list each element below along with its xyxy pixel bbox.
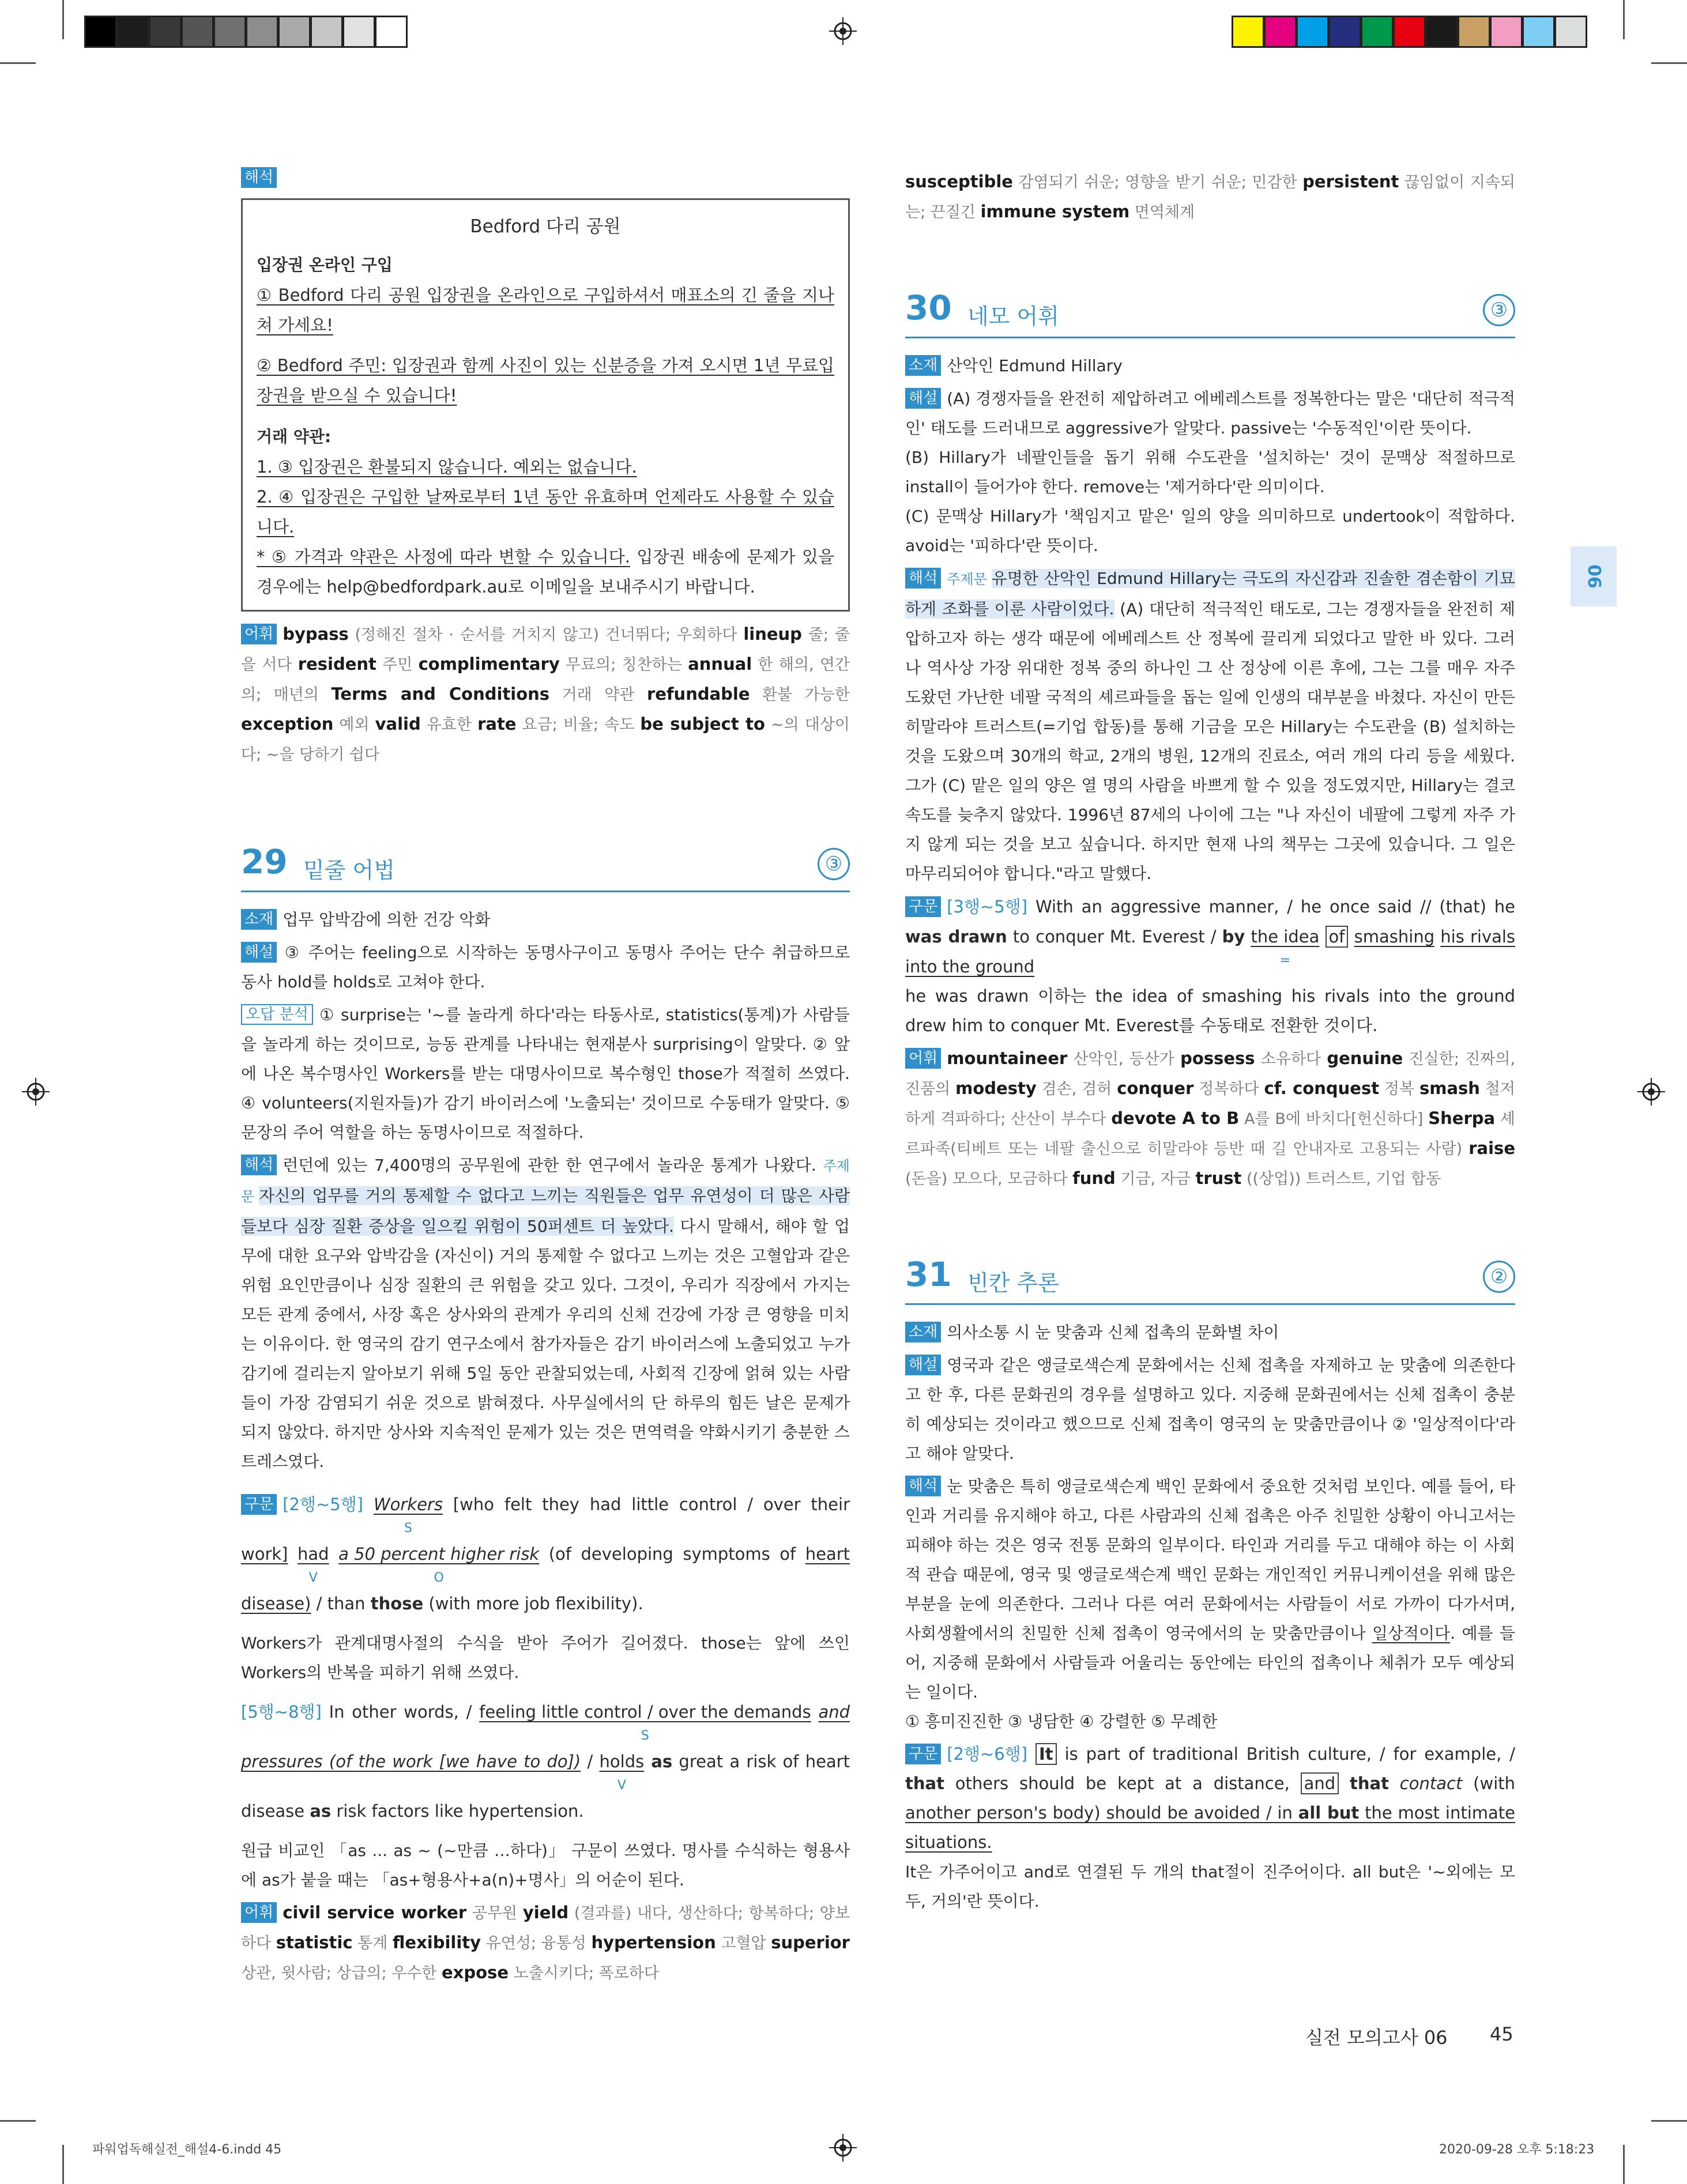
tag-haeseol: 해설 [905,388,941,409]
haeseol-paragraph [905,1351,1515,1468]
verb-label: V [617,1778,626,1793]
color-swatch [246,16,278,48]
vocab-block [241,1898,850,1988]
footer-series: 실전 모의고사 06 [1305,2027,1448,2049]
vocab-word: trust [1195,1168,1242,1188]
terms-line [257,452,834,482]
vocab-word: Sherpa [1428,1108,1496,1128]
tag-eohwi: 어휘 [241,1902,277,1923]
haeseol-text: ③ 주어는 feeling으로 시작하는 동명사구이고 동명사 주어는 단수 취급하므로 동사 hold를 holds로 고쳐야 한다. [241,943,850,991]
boxed-word: It [1035,1743,1057,1765]
tag-haeseol: 해설 [241,942,277,963]
gumun-note: It은 가주어이고 and로 연결된 두 개의 that절이 진주어이다. all but은 '~외에는 모두, 거의'란 뜻이다. [905,1862,1515,1911]
phrase-underlined: heart disease) [241,1544,850,1613]
line-reference: [2행~5행] [283,1495,364,1514]
color-swatch [213,16,246,48]
vocab-meaning: 예외 [333,716,375,734]
answer-underline: 일상적이다 [1372,1624,1451,1643]
vocab-meaning: 진실한; 진짜의, 진품의 [905,1050,1515,1098]
haeseol-text: (C) 문맥상 Hillary가 '책임지고 맡은' 일의 양을 의미하므로 undertook이 적합하다. avoid는 '피하다'란 뜻이다. [905,507,1515,555]
vocab-meaning: 주민 [376,656,419,674]
vocab-block [905,167,1515,227]
tag-gumun: 구문 [241,1494,277,1515]
vocab-meaning: 정복 [1379,1080,1419,1098]
sojae-line [241,905,850,934]
vocab-word: flexibility [392,1933,481,1952]
vocab-meaning: 겸손, 겸허 [1036,1080,1117,1098]
vocab-word: mountaineer [947,1048,1068,1068]
vocab-meaning: 끊임없이 지속되는; 끈질긴 [905,173,1515,221]
verb-label: V [308,1571,318,1585]
question-number: 30 [905,288,952,327]
phrase: he [1494,897,1515,916]
vocab-word: exception [241,714,334,734]
topic-sentence-label: 주제문 [241,1158,850,1205]
vocab-meaning: ((상업)) 트러스트, 기업 합동 [1241,1170,1441,1188]
odap-text: ① surprise는 '~를 놀라게 하다'라는 타동사로, statistics(통계)가 사람들을 놀라게 하는 것이므로, 능동 관계를 나타내는 현재분사 surprising이 알맞다. ② 앞에 나온 복수명사인 Workers를 받는 대명사이므로 복수형인 those가 적절히 쓰였다. ④ volunteers(지원자들)가 감기 바이러스에 '노출되는' 것이므로 수동태가 알맞다. ⑤ 문장의 주어 역할을 하는 동명사이므로 적절하다. [241,1005,850,1142]
object-phrase: a 50 percent higher risk [338,1544,540,1564]
answer-badge: ③ [818,848,850,880]
translation-paragraph [905,564,1515,888]
tag-haeseok: 해석 [241,1155,277,1175]
vocab-word: smash [1419,1078,1480,1098]
vocab-meaning: 기금, 자금 [1115,1170,1196,1188]
phrase: the most [1359,1803,1440,1823]
crop-mark [0,62,36,64]
phrase: (with [1462,1774,1516,1793]
space [1319,927,1325,946]
registration-mark-icon [829,2134,857,2162]
topic-sentence-highlight: 유명한 산악인 Edmund Hillary는 극도의 자신감과 진솔한 겸손함이 기묘하게 조화를 이룬 사람이었다. [905,569,1515,618]
relative-clause-end: work] [241,1544,288,1564]
question-title: 빈칸 추론 [967,1270,1059,1296]
vocab-meaning: 상관, 윗사람; 상급의; 우수한 [241,1964,442,1982]
haeseol-text: (A) 경쟁자들을 완전히 제압하려고 에베레스트를 정복한다는 말은 '대단히 적극적인' 태도를 드러내므로 aggressive가 알맞다. passive는 '수동적인'이란 뜻이다. [905,389,1515,437]
sojae-line [905,351,1515,380]
color-swatch [375,16,408,48]
boxed-word: and [1301,1772,1339,1794]
tag-gumun: 구문 [905,896,941,917]
vocab-meaning: 한 해의, 연간의; 매년의 [241,656,850,704]
bold-word: as [310,1801,332,1821]
color-swatch [342,16,375,48]
phrase: With an aggressive manner, / he once said // (that) [1027,897,1486,916]
space [1245,927,1251,946]
odap-paragraph [241,1000,850,1147]
question-number: 31 [905,1255,952,1294]
appositive-mark [1251,922,1320,968]
color-swatch [1361,16,1394,48]
color-swatch [84,16,117,48]
line-reference: [5행~8행] [241,1702,322,1722]
haeseol-paragraph [905,384,1515,443]
color-swatch [1425,16,1458,48]
vocab-word: superior [771,1933,850,1952]
underlined-sentence: ① Bedford 다리 공원 입장권을 온라인으로 구입하셔서 매표소의 긴 줄을 지나쳐 가세요! [257,285,834,335]
object-mark [338,1529,540,1585]
vocab-meaning: 감염되기 쉬운; 영향을 받기 쉬운; 민감한 [1012,173,1303,191]
subject-label: S [641,1729,649,1743]
right-column [905,167,1515,1916]
notice-section-heading: 거래 약관: [257,427,332,446]
left-column [241,167,850,1988]
phrase: intimate situations. [905,1803,1515,1852]
color-swatch [1522,16,1555,48]
subject-word: Workers [373,1495,443,1514]
color-swatch [1328,16,1361,48]
vocab-word: expose [442,1963,509,1982]
tag-sojae: 소재 [905,1322,941,1342]
haeseol-text: (B) Hillary가 네팔인들을 돕기 위해 수도관을 '설치하는' 것이 문맥상 적절하므로 install이 들어가야 한다. remove는 '제거하다'란 의미이다. [905,448,1515,496]
crop-mark [1651,2120,1687,2122]
vocab-word: valid [375,714,421,734]
crop-mark [1623,2145,1625,2184]
vocab-word: bypass [283,624,349,644]
wrong-options: ① 흥미진진한 ③ 냉담한 ④ 강렬한 ⑤ 무례한 [905,1712,1218,1731]
vocab-word: yield [522,1903,569,1922]
space [1339,1774,1350,1793]
question-header-29 [241,839,850,892]
relative-clause: [who felt they had little control / over their [442,1495,850,1514]
phrase: risk factors like hypertension. [331,1801,584,1821]
question-title: 밑줄 어법 [303,858,395,883]
vocab-meaning: 정복하다 [1193,1080,1264,1098]
haeseol-text: 영국과 같은 앵글로색슨계 문화에서는 신체 접촉을 자제하고 눈 맞춤에 의존한다고 한 후, 다른 문화권의 경우를 설명하고 있다. 지중해 문화권에서는 신체 접촉이 충분히 예상되는 것이라고 했으므로 신체 접촉이 영국의 눈 맞춤만큼이나 ② '일상적이다'라고 해야 알맞다. [905,1356,1515,1463]
bold-phrase: was drawn [905,927,1007,946]
phrase: great a risk [672,1752,777,1771]
phrase: of heart disease [241,1752,850,1821]
vocab-block [241,620,850,770]
vocab-meaning: 유연성; 융통성 [481,1934,592,1952]
translation-text: 눈 맞춤은 특히 앵글로색슨계 백인 문화에서 중요한 것처럼 보인다. 예를 들어, 타인과 거리를 유지해야 하고, 다른 사람과의 신체 접촉은 아주 친밀한 상황이 아니고서는 피해야 하는 것은 영국 전통 문화의 일부이다. 타인과 거리를 두고 대해야 하는 이 사회적 관습 때문에, 영국 및 앵글로색슨계 백인 문화는 개인적인 커뮤니케이션을 위해 많은 부분을 눈에 의존한다. 그러나 다른 여러 문화에서는 사람들이 서로 가까이 다가서며, 사회생활에서의 친밀한 신체 접촉이 영국에서의 눈 맞춤만큼이나 [905,1477,1515,1643]
line-reference: [2행~6행] [947,1744,1028,1764]
translation-paragraph [905,1472,1515,1707]
registration-mark-icon [1637,1078,1665,1106]
vocab-meaning: 무료의; 칭찬하는 [559,656,688,674]
sojae-text: 산악인 Edmund Hillary [947,356,1123,375]
italic-word: contact [1388,1774,1463,1793]
color-swatch [181,16,214,48]
notice-box [241,198,850,612]
vocab-word: hypertension [591,1933,716,1952]
phrase: others should be kept at a distance, [944,1774,1301,1793]
phrase: / than [311,1594,371,1613]
vocab-word: rate [477,714,517,734]
sojae-text: 업무 압박감에 의한 건강 악화 [283,910,491,929]
underlined-sentence: * ⑤ 가격과 약관은 사정에 따라 변할 수 있습니다. [257,547,630,567]
vocab-meaning: (돈을) 모으다, 모금하다 [905,1170,1073,1188]
color-swatch [1554,16,1587,48]
crop-mark [1623,0,1625,39]
vocab-word: immune system [980,202,1130,221]
subject-phrase: feeling little control / over the demands [479,1702,811,1722]
terms-note: 입장권 배송에 문제가 있을 경우에는 help@bedfordpark.au로 이메일을 보내주시기 바랍니다. [257,547,834,597]
vocab-word: civil service worker [283,1903,467,1922]
tag-haeseok: 해석 [905,568,941,589]
phrase: is part of traditional British culture, / for example, [1064,1744,1502,1764]
phrase: to conquer Mt. Everest / [1007,927,1222,946]
vocab-meaning: 환불 가능한 [750,686,850,704]
subject-label: S [404,1521,412,1536]
slug-file: 파워업독해실전_해설4-6.indd 45 [92,2142,282,2157]
topic-sentence-highlight: 자신의 업무를 거의 통제할 수 없다고 느끼는 직원들은 업무 유연성이 더 많은 사람들보다 심장 질환 증상을 일으킬 위험이 50퍼센트 더 높았다. [241,1186,850,1236]
bold-word: as [644,1752,673,1771]
color-swatch [149,16,182,48]
vocab-meaning: 통계 [352,1934,393,1952]
boxed-word: of [1326,926,1349,948]
haeseol-paragraph [241,938,850,997]
vocab-meaning: 산악인, 등산가 [1067,1050,1181,1068]
vocab-word: conquer [1117,1078,1194,1098]
phrase: (with more job flexibility). [423,1594,643,1613]
vocab-word: susceptible [905,172,1013,191]
crop-mark [62,0,64,39]
tag-haeseok: 해석 [241,167,277,188]
vocab-block [905,1044,1515,1194]
vocab-word: cf. conquest [1264,1078,1380,1098]
underlined-phrase: his rivals into the ground [905,927,1516,976]
vocab-word: devote A to B [1111,1108,1240,1128]
vocab-word: resident [298,654,376,674]
vocab-word: annual [688,654,752,674]
vocab-meaning: (정해진 절차 · 순서를 거치지 않고) 건너뛰다; 우회하다 [348,626,744,644]
tag-haeseok: 해석 [905,1476,941,1496]
vocab-meaning: 거래 약관 [549,686,647,704]
vocab-meaning: (결과를) 내다, 생산하다; 항복하다; 양보하다 [241,1904,850,1952]
translation-text: (A) 대단히 적극적인 태도로, 그는 경쟁자들을 완전히 제압하고자 하는 생각 때문에 에베레스트 산 정복에 끌리게 되었다고 말한 바 있다. 그러나 역사상 가장 위대한 정복 중의 하나인 그 산 정상에 이른 후에, 그는 그를 매우 자주 도왔던 가난한 네팔 국적의 셰르파들을 돕는 일에 인생의 대부분을 바쳤다. 자신이 만든 히말라야 트러스트(=기업 합동)를 통해 기금을 모은 Hillary는 수도관을 (B) 설치하는 것을 도왔으며 30개의 학교, 2개의 병원, 12개의 진료소, 여러 개의 다리 등을 세웠다. 그가 (C) 맡은 일의 양은 열 명의 사람을 바쁘게 할 수 있을 정도였지만, Hillary는 결코 속도를 늦추지 않았다. 1996년 87세의 나이에 그는 "나 자신이 네팔에 그렇게 자주 가지 않게 되는 것을 보고 싶습니다. 하지만 현재 나의 책무는 그곳에 있습니다. 그 일은 마무리되어야 합니다."라고 말했다. [905,599,1515,883]
color-swatch [1490,16,1523,48]
verb-mark [298,1529,329,1585]
vocab-meaning: 요금; 비율; 속도 [516,716,641,734]
vocab-word: genuine [1327,1048,1403,1068]
color-swatch [116,16,149,48]
sojae-line [905,1318,1515,1347]
notice-line [257,350,834,410]
crop-mark [1651,62,1687,64]
vocab-meaning: 줄; 줄을 서다 [241,626,850,674]
vocab-meaning: ~의 대상이다; ~을 당하기 쉽다 [241,716,850,764]
subject-mark [479,1687,811,1743]
tag-sojae: 소재 [241,909,277,930]
vocab-meaning: 노출시키다; 폭로하다 [509,1964,660,1982]
vocab-word: raise [1468,1138,1515,1158]
phrase: In other words, / [321,1702,480,1722]
vocab-word: statistic [276,1933,353,1952]
underlined-word: smashing [1354,927,1435,946]
gumun-note: 원급 비교인 「as ... as ~ (~만큼 …하다)」 구문이 쓰였다. 명사를 수식하는 형용사에 as가 붙을 때는 「as+형용사+a(n)+명사」의 어순이 된다. [241,1841,850,1889]
tag-eohwi: 어휘 [905,1048,941,1069]
gumun-sentence [905,892,1515,982]
phrase: / [1509,1744,1516,1764]
crop-mark [62,2145,64,2184]
tag-odap: 오답 분석 [241,1004,313,1025]
bold-word: those [370,1594,424,1613]
underlined-sentence: 2. ④ 입장권은 구입한 날짜로부터 1년 동안 유효하며 언제라도 사용할 수 있습니다. [257,487,834,537]
vocab-meaning: 셰르파족(티베트 또는 네팔 출신으로 히말라야 등반 때 길 안내자로 고용되는 사람) [905,1110,1515,1158]
registration-mark-icon [829,17,857,45]
notice-line [257,280,834,340]
gumun-sentence [241,1687,850,1836]
gumun-note: Workers가 관계대명사절의 수식을 받아 주어가 길어졌다. those는 앞에 쓰인 Workers의 반복을 피하기 위해 쓰였다. [241,1634,850,1682]
tag-sojae: 소재 [905,355,941,376]
bold-phrase: all but [1298,1803,1360,1823]
underlined-phrase [905,1803,1515,1852]
question-header-30 [905,285,1515,338]
vocab-meaning: 면역체계 [1129,203,1195,221]
color-swatch [1296,16,1329,48]
resident-label: ② Bedford 주민: [257,356,387,375]
color-swatch [310,16,343,48]
underlined-phrase: the idea [1251,927,1320,946]
resident-text: 입장권과 함께 사진이 있는 신분증을 가져 오시면 1년 무료입장권을 받으실 수 있습니다! [257,356,834,405]
vocab-word: modesty [955,1078,1037,1098]
verb-mark [599,1737,645,1793]
answer-badge: ② [1483,1261,1515,1293]
vocab-word: lineup [743,624,802,644]
line-reference: [3행~5행] [947,897,1028,916]
equals-label: = [1279,953,1291,968]
object-label: O [434,1571,444,1585]
side-tab-label: 06 [1584,564,1604,589]
vocab-word: fund [1072,1168,1116,1188]
space [1348,927,1354,946]
bold-word: that [1350,1774,1389,1793]
bold-word: by [1222,927,1245,946]
tag-eohwi: 어휘 [241,624,277,644]
phrase: another person's body) should be avoided / in [905,1803,1298,1823]
translation-text: 다시 말해서, 해야 할 업무에 대한 요구와 압박감을 (자신이) 거의 통제할 수 없다고 느끼는 것은 고혈압과 같은 위험 요인만큼이나 심장 질환의 큰 위험을 갖고 있다. 그것이, 우리가 직장에서 가지는 모든 관계 중에서, 사장 혹은 상사와의 관계가 우리의 신체 건강에 가장 큰 영향을 미치는 이유이다. 한 영국의 감기 연구소에서 참가자들은 감기 바이러스에 노출되었고 누가 감기에 걸리는지 알아보기 위해 5일 동안 관찰되었는데, 사회적 긴장에 얽혀 있는 사람들이 가장 감염되기 쉬운 것으로 밝혀졌다. 사무실에서의 단 하루의 힘든 날은 문제가 되지 않았다. 하지만 상사와 지속적인 문제가 있는 것은 면역력을 약화시키기 충분한 스트레스였다. [241,1217,850,1471]
terms-line [257,542,834,602]
verb-word: had [298,1544,329,1564]
sojae-text: 의사소통 시 눈 맞춤과 신체 접촉의 문화별 차이 [947,1323,1279,1342]
vocab-word: persistent [1302,172,1399,191]
translation-text: . 예를 들어, 지중해 문화에서 사람들과 어울리는 동안에는 타인의 접촉이나 체취가 모두 예상되는 일이다. [905,1624,1515,1702]
color-swatch [1264,16,1297,48]
subject-phrase-cont: and pressures (of the work [we have to do]) [241,1702,850,1771]
vocab-word: be subject to [640,714,765,734]
subject-mark [373,1480,443,1536]
vocab-word: Terms and Conditions [331,684,550,704]
underlined-sentence [257,356,834,405]
tag-haeseol: 해설 [905,1355,941,1375]
topic-sentence-label: 주제문 [947,571,987,587]
gumun-sentence [905,1740,1515,1857]
page-number: 45 [1490,2023,1513,2045]
vocab-meaning: 고혈압 [716,1934,771,1952]
verb-word: holds [599,1752,645,1771]
answer-badge: ③ [1483,294,1515,326]
vocab-meaning: 유효한 [420,716,478,734]
vocab-word: complimentary [418,654,560,674]
phrase: (of developing symptoms of [539,1544,796,1564]
vocab-meaning: 철저하게 격파하다; 산산이 부수다 [905,1080,1515,1128]
bold-word: that [905,1774,944,1793]
slug-date: 2020-09-28 오후 5:18:23 [1439,2142,1595,2157]
notice-title: Bedford 다리 공원 [470,216,621,237]
vocab-meaning: 공무원 [466,1904,523,1922]
color-swatch [278,16,311,48]
underlined-sentence: 1. ③ 입장권은 환불되지 않습니다. 예외는 없습니다. [257,457,637,477]
registration-mark-icon [22,1078,50,1106]
space [1057,1744,1065,1764]
translation-paragraph [241,1151,850,1476]
notice-section-heading: 입장권 온라인 구입 [257,255,393,274]
color-swatch [1393,16,1426,48]
vocab-meaning: A를 B에 바치다[헌신하다] [1239,1110,1429,1128]
color-swatch [1458,16,1490,48]
crop-mark [0,2120,36,2122]
question-number: 29 [241,842,288,881]
question-title: 네모 어휘 [967,304,1059,329]
gumun-note: he was drawn 이하는 the idea of smashing his rivals into the ground drew him to conquer Mt. Everest를 수동태로 전환한 것이다. [905,986,1515,1035]
gumun-sentence [241,1480,850,1628]
terms-line [257,482,834,542]
translation-text: 런던에 있는 7,400명의 공무원에 관한 한 연구에서 놀라운 통계가 나왔다. [283,1156,823,1175]
vocab-word: possess [1180,1048,1255,1068]
tag-gumun: 구문 [905,1744,941,1764]
side-tab [1571,546,1617,606]
vocab-meaning: 소유하다 [1255,1050,1327,1068]
vocab-word: refundable [646,684,750,704]
color-swatch [1232,16,1264,48]
question-header-31 [905,1251,1515,1305]
phrase: / [581,1752,600,1771]
